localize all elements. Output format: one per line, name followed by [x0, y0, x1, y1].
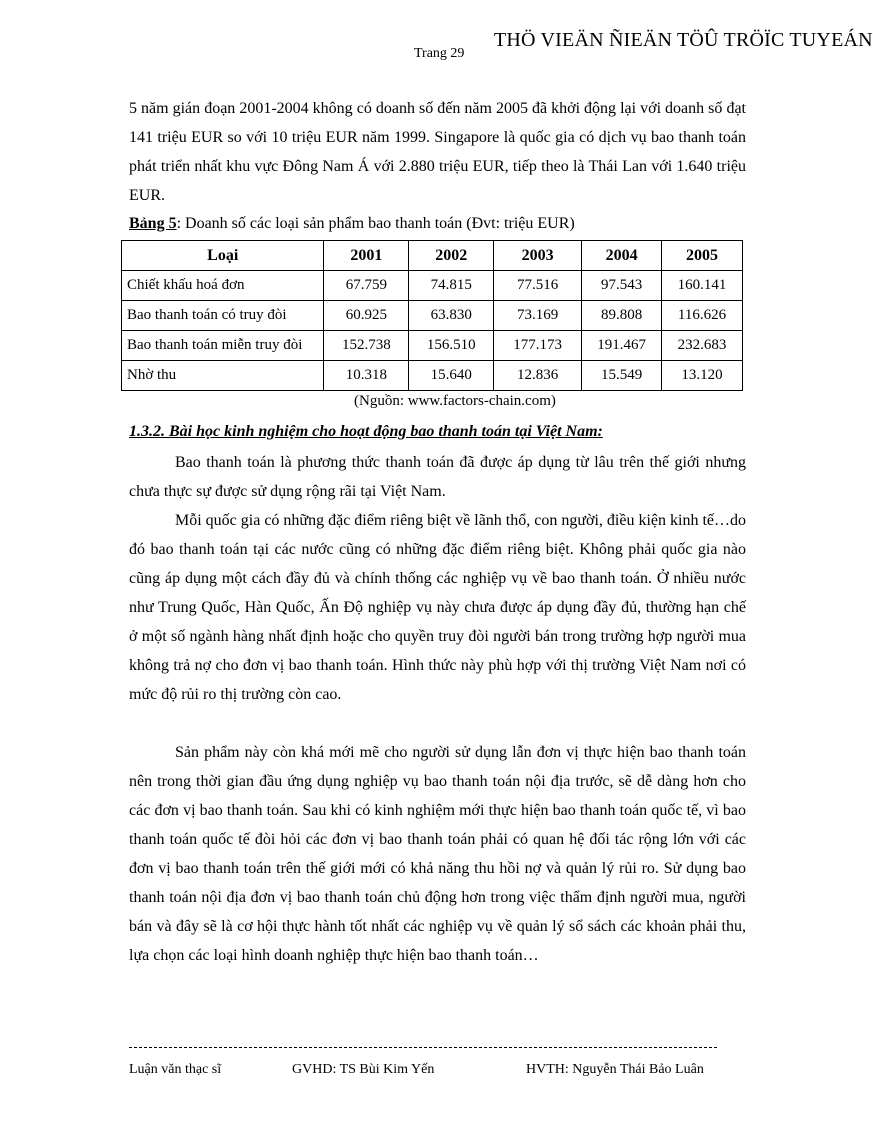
table-cell: 232.683 [662, 331, 743, 361]
table-cell: 63.830 [409, 301, 494, 331]
intro-paragraph: 5 năm gián đoạn 2001-2004 không có doanh số đến năm 2005 đã khởi động lại với doanh số đạt 141 triệu EUR so với 10 triệu EUR năm 1999. Singapore là quốc gia có dịch vụ bao thanh toán phát triển nhất khu vực Đông Nam Á với 2.880 triệu EUR, tiếp theo là Thái Lan với 1.640 triệu EUR. [129, 100, 746, 204]
column-header: Loại [122, 241, 324, 271]
column-header: 2005 [662, 241, 743, 271]
table-caption [129, 215, 575, 233]
table-cell: 177.173 [494, 331, 582, 361]
table-cell: 191.467 [582, 331, 662, 361]
table-cell: 160.141 [662, 271, 743, 301]
row-label: Chiết khấu hoá đơn [122, 271, 324, 301]
sales-table [121, 240, 743, 391]
table-cell: 97.543 [582, 271, 662, 301]
table-row [122, 361, 743, 391]
table-cell: 15.640 [409, 361, 494, 391]
table-cell: 12.836 [494, 361, 582, 391]
table-caption-text: : Doanh số các loại sản phẩm bao thanh toán (Đvt: triệu EUR) [176, 215, 575, 232]
section-heading: 1.3.2. Bài học kinh nghiệm cho hoạt động bao thanh toán tại Việt Nam: [129, 423, 603, 440]
row-label: Bao thanh toán có truy đòi [122, 301, 324, 331]
row-label: Nhờ thu [122, 361, 324, 391]
footer-supervisor: GVHD: TS Bùi Kim Yến [292, 1062, 435, 1077]
table-caption-label: Bảng 5 [129, 215, 177, 232]
footer-thesis-label: Luận văn thạc sĩ [129, 1062, 222, 1077]
table-cell: 60.925 [324, 301, 409, 331]
row-label: Bao thanh toán miễn truy đòi [122, 331, 324, 361]
page-number: Trang 29 [414, 46, 465, 61]
column-header: 2004 [582, 241, 662, 271]
table-cell: 13.120 [662, 361, 743, 391]
table-cell: 73.169 [494, 301, 582, 331]
footer-author: HVTH: Nguyễn Thái Bảo Luân [526, 1062, 704, 1077]
table-cell: 152.738 [324, 331, 409, 361]
body-paragraph: Sản phẩm này còn khá mới mẽ cho người sử dụng lẫn đơn vị thực hiện bao thanh toán nên trong thời gian đầu ứng dụng nghiệp vụ bao thanh toán nội địa trước, sẽ dễ dàng hơn cho các đơn vị bao thanh toán. Sau khi có kinh nghiệm mới thực hiện bao thanh toán quốc tế, vì bao thanh toán quốc tế đòi hỏi các đơn vị bao thanh toán phải có quan hệ đối tác rộng lớn với các đơn vị bao thanh toán trên thế giới mới có khả năng thu hồi nợ và quản lý rủi ro. Sử dụng bao thanh toán nội địa đơn vị bao thanh toán chủ động hơn trong việc thẩm định người mua, người bán và đây sẽ là cơ hội thực hành tốt nhất các nghiệp vụ về quản lý sổ sách các khoản phải thu, lựa chọn các loại hình doanh nghiệp thực hiện bao thanh toán… [129, 744, 746, 964]
library-banner: THÖ VIEÄN ÑIEÄN TÖÛ TRÖÏC TUYEÁN [494, 29, 873, 51]
table-cell: 74.815 [409, 271, 494, 301]
column-header: 2002 [409, 241, 494, 271]
table-row [122, 301, 743, 331]
table-cell: 89.808 [582, 301, 662, 331]
table-row [122, 271, 743, 301]
column-header: 2003 [494, 241, 582, 271]
table-row [122, 331, 743, 361]
table-cell: 116.626 [662, 301, 743, 331]
body-paragraph: Bao thanh toán là phương thức thanh toán đã được áp dụng từ lâu trên thế giới nhưng chưa thực sự được sử dụng rộng rãi tại Việt Nam. [129, 454, 746, 500]
table-cell: 77.516 [494, 271, 582, 301]
table-cell: 10.318 [324, 361, 409, 391]
table-cell: 67.759 [324, 271, 409, 301]
table-cell: 156.510 [409, 331, 494, 361]
table-header-row [122, 241, 743, 271]
column-header: 2001 [324, 241, 409, 271]
footer-divider [129, 1047, 717, 1048]
table-cell: 15.549 [582, 361, 662, 391]
table-source: (Nguồn: www.factors-chain.com) [354, 393, 556, 409]
body-paragraph: Mỗi quốc gia có những đặc điểm riêng biệt về lãnh thổ, con người, điều kiện kinh tế…do đó bao thanh toán tại các nước cũng có những đặc điểm riêng biệt. Không phải quốc gia nào cũng áp dụng một cách đầy đủ và chính thống các nghiệp vụ về bao thanh toán. Ở nhiều nước như Trung Quốc, Hàn Quốc, Ấn Độ nghiệp vụ này chưa được áp dụng đầy đủ, thường hạn chế ở một số ngành hàng nhất định hoặc cho quyền truy đòi người bán trong trường hợp người mua không trả nợ cho đơn vị bao thanh toán. Hình thức này phù hợp với thị trường Việt Nam nơi có mức độ rủi ro thị trường còn cao. [129, 512, 747, 703]
